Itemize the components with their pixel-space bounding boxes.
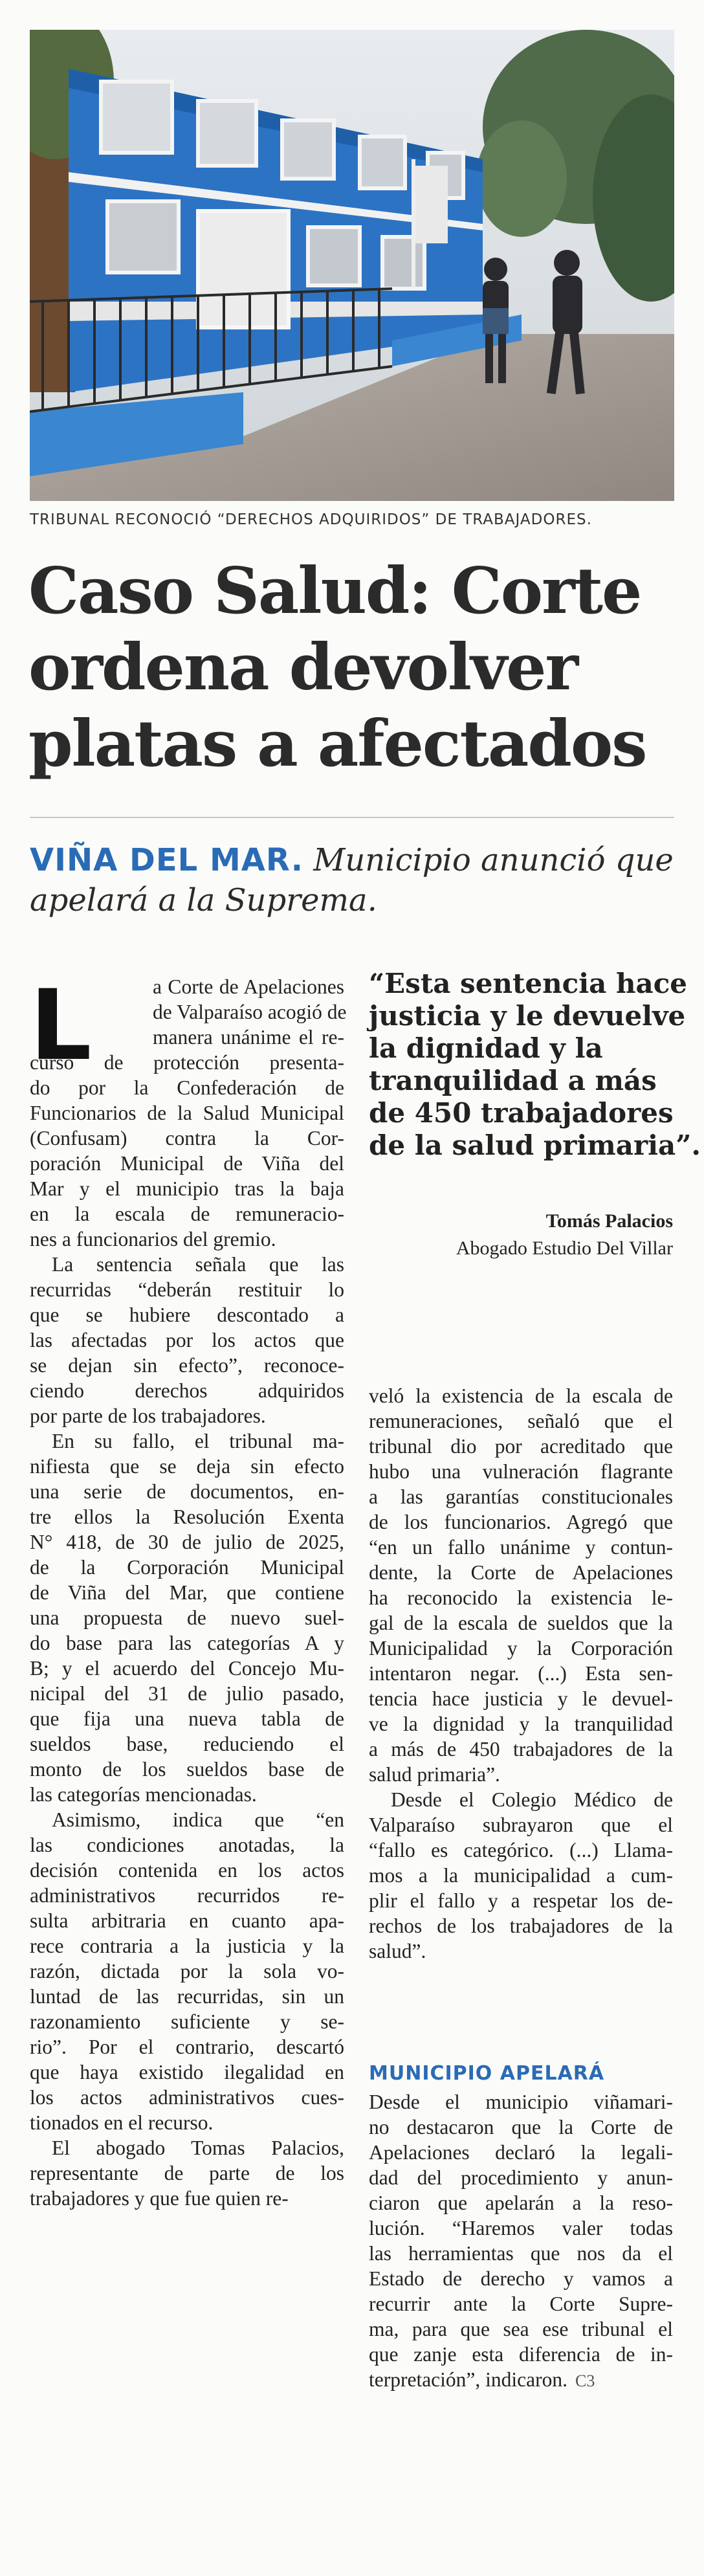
- drop-cap: L: [30, 970, 92, 1082]
- text-line: monto de los sueldos base de: [30, 1758, 344, 1781]
- text-line: trabajadores y que fue quien re-: [30, 2187, 289, 2210]
- text-line: ha reconocido la existencia le-: [369, 1586, 673, 1609]
- body-column-2: [369, 1383, 673, 1964]
- text-line: que fija una nueva tabla de: [30, 1707, 344, 1730]
- text-line: Valparaíso subrayaron que el: [369, 1814, 673, 1836]
- text-line: de Viña del Mar, que contiene: [30, 1581, 344, 1604]
- text-line: “en un fallo unánime y contun-: [369, 1536, 673, 1559]
- text-line: no destacaron que la Corte de: [369, 2116, 673, 2138]
- text-line: tencia hace justicia y le devuel-: [369, 1687, 673, 1710]
- photo-caption: TRIBUNAL RECONOCIÓ “DERECHOS ADQUIRIDOS” DE TRABAJADORES.: [30, 511, 592, 528]
- text-line: a Corte de Apelaciones: [153, 975, 344, 998]
- text-line: decisión contenida en los actos: [30, 1859, 344, 1882]
- text-line: sulta arbitraria en cuanto apa-: [30, 1909, 344, 1932]
- text-line: de Valparaíso acogió de: [153, 1001, 347, 1023]
- text-line: Apelaciones declaró la legali-: [369, 2141, 673, 2164]
- text-line: que haya existido ilegalidad en: [30, 2061, 344, 2083]
- text-line: administrativos recurridos re-: [30, 1884, 344, 1907]
- text-line: Funcionarios de la Salud Municipal: [30, 1102, 344, 1124]
- text-line: do por la Confederación de: [30, 1076, 344, 1099]
- text-line: las condiciones anotadas, la: [30, 1834, 344, 1856]
- quote-line: de la salud primaria”.: [369, 1129, 701, 1161]
- text-line: que se hubiere descontado a: [30, 1304, 344, 1326]
- text-line: rio”. Por el contrario, descartó: [30, 2036, 344, 2058]
- text-line: se dejan sin efecto”, reconoce-: [30, 1354, 344, 1377]
- photo-illustration: [30, 30, 674, 501]
- text-line: las herramientas que nos da el: [369, 2242, 673, 2265]
- text-line: Asimismo, indica que “en: [52, 1808, 344, 1831]
- quote-line: “Esta sentencia hace: [369, 968, 688, 999]
- text-line: representante de parte de los: [30, 2162, 344, 2184]
- text-line: nes a funcionarios del gremio.: [30, 1228, 276, 1250]
- quote-line: de 450 trabajadores: [369, 1097, 674, 1129]
- divider: [30, 817, 674, 818]
- text-line: en la escala de remuneracio-: [30, 1203, 344, 1225]
- text-line: por parte de los trabajadores.: [30, 1405, 266, 1427]
- text-line: tionados en el recurso.: [30, 2111, 214, 2134]
- text-line: B; y el acuerdo del Concejo Mu-: [30, 1657, 344, 1680]
- article-photo: [30, 30, 674, 501]
- text-line: recurridas “deberán restituir lo: [30, 1278, 344, 1301]
- text-line: La sentencia señala que las: [52, 1253, 344, 1276]
- headline-line: ordena devolver: [28, 630, 578, 705]
- end-mark-icon: C3: [575, 2371, 595, 2390]
- text-line: plir el fallo y a respetar los de-: [369, 1889, 673, 1912]
- text-line: las afectadas por los actos que: [30, 1329, 344, 1351]
- quote-line: justicia y le devuelve: [369, 1000, 686, 1032]
- text-line: Municipalidad y la Corporación: [369, 1637, 673, 1660]
- text-line: una serie de documentos, en-: [30, 1480, 344, 1503]
- text-line: a más de 450 trabajadores de la: [369, 1738, 673, 1760]
- headline-line: Caso Salud: Corte: [28, 554, 641, 628]
- text-line: una propuesta de nuevo suel-: [30, 1606, 344, 1629]
- text-line: tribunal dio por acreditado que: [369, 1435, 673, 1458]
- text-line: remuneraciones, señaló que el: [369, 1410, 673, 1432]
- text-line: los actos administrativos cues-: [30, 2086, 344, 2109]
- text-line: En su fallo, el tribunal ma-: [52, 1430, 344, 1452]
- text-line: Mar y el municipio tras la baja: [30, 1177, 344, 1200]
- text-line: veló la existencia de la escala de: [369, 1384, 673, 1407]
- text-line: Desde el Colegio Médico de: [391, 1788, 673, 1811]
- body-column-3: [369, 2089, 673, 2393]
- quote-line: tranquilidad a más: [369, 1065, 657, 1096]
- text-line: Estado de derecho y vamos a: [369, 2267, 673, 2290]
- text-line: intentaron negar. (...) Esta sen-: [369, 1662, 673, 1685]
- text-line: “fallo es categórico. (...) Llama-: [369, 1839, 673, 1861]
- location-label: VIÑA DEL MAR.: [30, 842, 303, 878]
- section-title: MUNICIPIO APELARÁ: [369, 2062, 605, 2085]
- pull-quote: [369, 968, 701, 1162]
- text-line: ve la dignidad y la tranquilidad: [369, 1713, 673, 1735]
- text-line: hubo una vulneración flagrante: [369, 1460, 673, 1483]
- text-line: razonamiento suficiente y se-: [30, 2010, 344, 2033]
- text-line: tre ellos la Resolución Exenta: [30, 1505, 344, 1528]
- text-line: recurrir ante la Corte Supre-: [369, 2293, 673, 2315]
- text-line: nifiesta que se deja sin efecto: [30, 1455, 344, 1478]
- text-line: lución. “Haremos valer todas: [369, 2217, 673, 2239]
- quote-line: la dignidad y la: [369, 1032, 603, 1064]
- text-line: manera unánime el re-: [153, 1026, 344, 1049]
- text-line: salud”.: [369, 1940, 426, 1962]
- text-line: nicipal del 31 de julio pasado,: [30, 1682, 344, 1705]
- text-line: gal de la escala de sueldos que la: [369, 1612, 673, 1634]
- subheadline: [30, 840, 674, 920]
- text-line: de los funcionarios. Agregó que: [369, 1511, 673, 1533]
- text-line: luntad de las recurridas, sin un: [30, 1985, 344, 2008]
- text-line: de la Corporación Municipal: [30, 1556, 344, 1579]
- text-line: que zanje esta diferencia de in-: [369, 2343, 673, 2366]
- text-line: terpretación”, indicaron. C3: [369, 2367, 673, 2393]
- text-line: do base para las categorías A y: [30, 1632, 344, 1654]
- headline-line: platas a afectados: [28, 707, 646, 781]
- text-line: a las garantías constitucionales: [369, 1485, 673, 1508]
- text-line: curso de protección presenta-: [30, 1051, 344, 1074]
- text-line: dad del procedimiento y anun-: [369, 2166, 673, 2189]
- text-line: N° 418, de 30 de julio de 2025,: [30, 1531, 344, 1553]
- text-line: ciaron que apelarán a la reso-: [369, 2192, 673, 2214]
- quote-author: Tomás Palacios: [545, 1210, 673, 1232]
- text-line: dente, la Corte de Apelaciones: [369, 1561, 673, 1584]
- subheadline-text: Municipio anunció que apelará a la Suprema.: [30, 842, 674, 918]
- text-line: poración Municipal de Viña del: [30, 1152, 344, 1175]
- text-line: las categorías mencionadas.: [30, 1783, 257, 1806]
- text-line: sueldos base, reduciendo el: [30, 1733, 344, 1755]
- text-line: mos a la municipalidad a cum-: [369, 1864, 673, 1887]
- text-line: salud primaria”.: [369, 1763, 500, 1786]
- text-line: El abogado Tomas Palacios,: [52, 2137, 344, 2159]
- quote-author-role: Abogado Estudio Del Villar: [456, 1238, 673, 1259]
- headline: [28, 553, 676, 783]
- text-line: ciendo derechos adquiridos: [30, 1379, 344, 1402]
- text-line: rechos de los trabajadores de la: [369, 1915, 673, 1937]
- text-line: Desde el municipio viñamari-: [369, 2091, 673, 2113]
- body-column-1: [30, 970, 347, 2211]
- text-line: rece contraria a la justicia y la: [30, 1935, 344, 1957]
- text-line: (Confusam) contra la Cor-: [30, 1127, 344, 1149]
- text-line: ma, para que sea ese tribunal el: [369, 2318, 673, 2340]
- text-line: razón, dictada por la sola vo-: [30, 1960, 344, 1982]
